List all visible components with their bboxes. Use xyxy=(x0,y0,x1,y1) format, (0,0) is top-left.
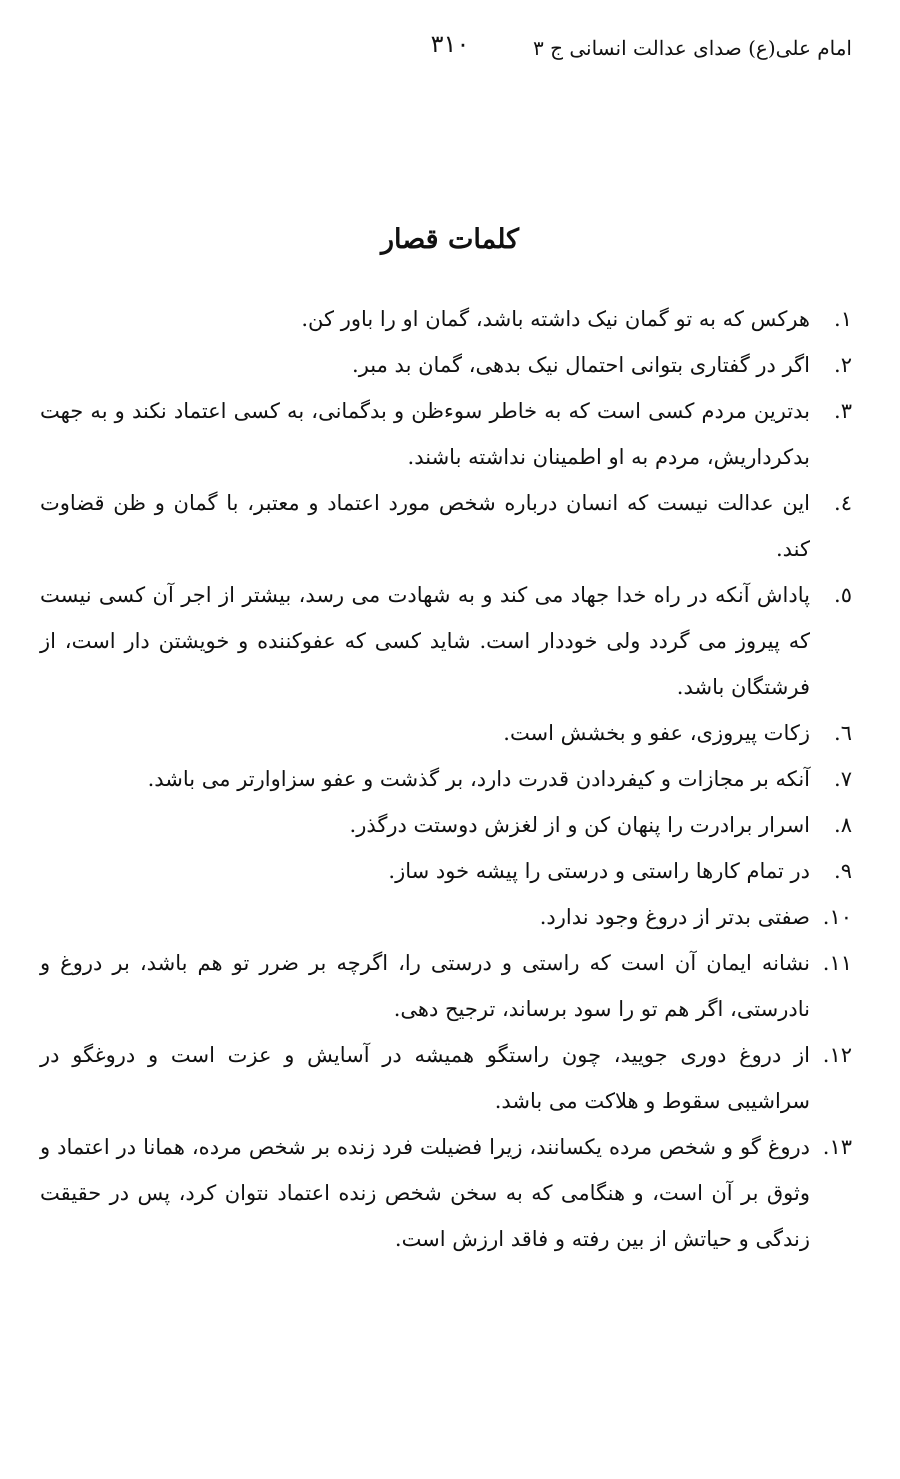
list-item xyxy=(40,894,852,940)
item-number: ٤. xyxy=(834,491,852,515)
list-item xyxy=(40,296,852,342)
item-text: صفتی بدتر از دروغ وجود ندارد. xyxy=(539,905,810,929)
running-header-title: امام علی(ع) صدای عدالت انسانی ج ۳ xyxy=(532,36,852,60)
item-text: اسرار برادرت را پنهان کن و از لغزش دوستت درگذر. xyxy=(349,813,810,837)
item-number: ١٣. xyxy=(822,1135,852,1159)
item-number: ٢. xyxy=(834,353,852,377)
item-number: ٧. xyxy=(834,767,852,791)
item-number: ٥. xyxy=(834,583,852,607)
item-number: ١٢. xyxy=(822,1043,852,1067)
item-text: دروغ گو و شخص مرده یکسانند، زیرا فضیلت فرد زنده بر شخص مرده، همانا در اعتماد و وثوق بر آن است، و هنگامی که به سخن شخص زنده اعتماد نتوان کرد، پس در حقیقت زندگی و حیاتش از بین رفته و فاقد ارزش است. xyxy=(40,1135,810,1251)
item-text: آنکه بر مجازات و کیفردادن قدرت دارد، بر گذشت و عفو سزاوارتر می باشد. xyxy=(147,767,810,791)
list-item xyxy=(40,802,852,848)
item-text: زکات پیروزی، عفو و بخشش است. xyxy=(503,721,810,745)
item-number: ١٠. xyxy=(822,905,852,929)
item-text: در تمام کارها راستی و درستی را پیشه خود ساز. xyxy=(388,859,810,883)
item-number: ٩. xyxy=(834,859,852,883)
list-item xyxy=(40,342,852,388)
page-number: ۳۱۰ xyxy=(430,30,470,58)
item-number: ٨. xyxy=(834,813,852,837)
list-item xyxy=(40,388,852,480)
item-text: پاداش آنکه در راه خدا جهاد می کند و به شهادت می رسد، بیشتر از اجر آن کسی نیست که پیروز می گردد ولی خوددار است. شاید کسی که عفوکننده و خویشتن دار است، از فرشتگان باشد. xyxy=(40,583,810,699)
item-text: هرکس که به تو گمان نیک داشته باشد، گمان او را باور کن. xyxy=(301,307,810,331)
list-item xyxy=(40,756,852,802)
item-number: ٣. xyxy=(834,399,852,423)
item-text: این عدالت نیست که انسان درباره شخص مورد اعتماد و معتبر، با گمان و ظن قضاوت کند. xyxy=(40,491,810,561)
item-text: بدترین مردم کسی است که به خاطر سوءظن و بدگمانی، به کسی اعتماد نکند و به جهت بدکرداریش، مردم به او اطمینان نداشته باشند. xyxy=(40,399,810,469)
list-item xyxy=(40,480,852,572)
list-item xyxy=(40,710,852,756)
item-text: نشانه ایمان آن است که راستی و درستی را، اگرچه بر ضرر تو هم باشد، بر دروغ و نادرستی، اگر هم تو را سود برساند، ترجیح دهی. xyxy=(40,951,810,1021)
list-item xyxy=(40,940,852,1032)
list-item xyxy=(40,572,852,710)
item-number: ١. xyxy=(834,307,852,331)
item-number: ١١. xyxy=(822,951,852,975)
section-title: کلمات قصار xyxy=(380,224,520,255)
item-text: از دروغ دوری جویید، چون راستگو همیشه در آسایش و عزت است و دروغگو در سراشیبی سقوط و هلاکت می باشد. xyxy=(40,1043,810,1113)
list-item xyxy=(40,848,852,894)
aphorism-list xyxy=(40,296,852,1262)
list-item xyxy=(40,1124,852,1262)
list-item xyxy=(40,1032,852,1124)
item-number: ٦. xyxy=(834,721,852,745)
item-text: اگر در گفتاری بتوانی احتمال نیک بدهی، گمان بد مبر. xyxy=(352,353,810,377)
